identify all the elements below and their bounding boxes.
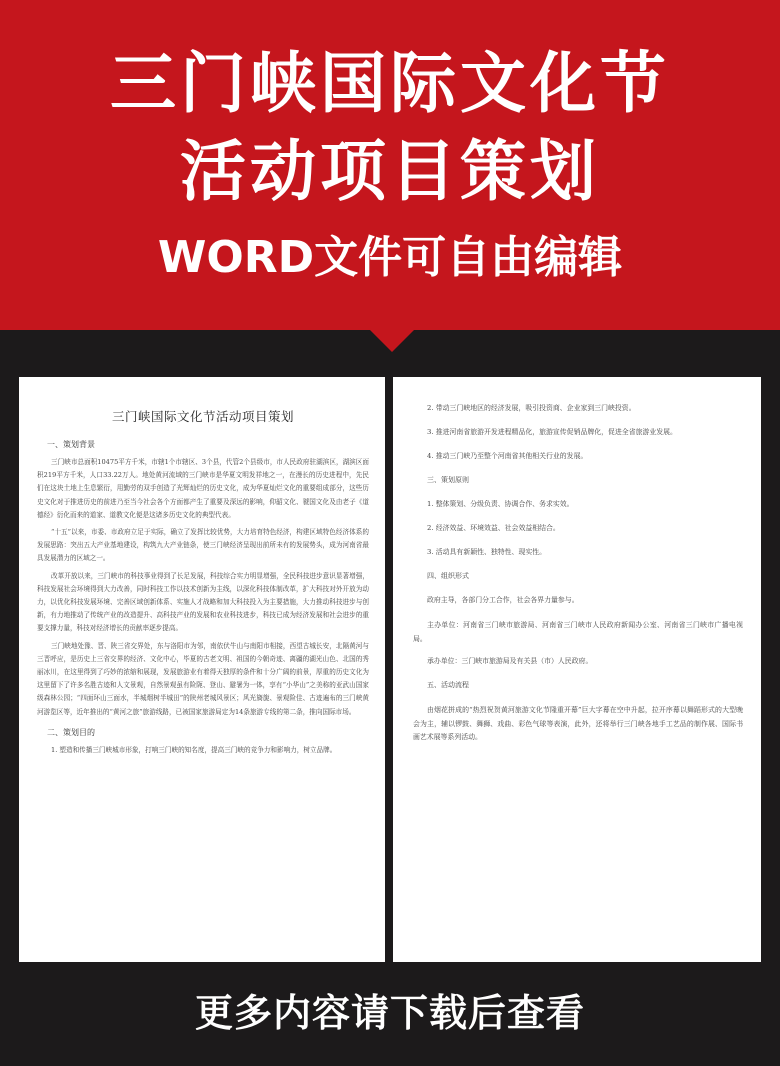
- banner-title-line2: 活动项目策划: [180, 133, 600, 210]
- section-heading-principles: 三、策划原则: [427, 476, 469, 484]
- paragraph: 三门峡地处豫、晋、陕三省交界处，东与洛阳市为邻，南依伏牛山与南阳市相接，西望古城长安，北隔黄河与三晋呼应，是历史上三省交界的经济、文化中心，毕夏的古老文明、祖国的今朝奇迹、离疆的湖光山色、北国的秀丽冰川，在这里得到了巧妙的浓缩和展现，发展旅游业有着得天独厚的条件和十分广阔的前景，厚重的历史文化为这里留下了许多名胜古迹和人文景观，自然景观虽有险阨、登山、避暑为一体，享有“小华山”之美称的亚武山国家级森林公园；“四面环山三面水，半城烟树半城田”的陕州老城风景区；风光旖旎、景观险佳、古迹遍布的三门峡黄河游览区等，近年推出的“黄河之旅”旅游线路，已被国家旅游局定为14条旅游专线的第二条，推向国际市场。: [37, 641, 369, 716]
- banner-subtitle: WORD文件可自由编辑: [157, 232, 623, 283]
- footer-download-note: 更多内容请下载后查看: [194, 991, 585, 1035]
- document-title: 三门峡国际文化节活动项目策划: [111, 409, 294, 424]
- list-item: 2. 经济效益、环境效益、社会效益相结合。: [427, 524, 560, 532]
- list-item: 3. 推进河南省旅游开发进程精品化，旅游宣传促销品牌化，促进全省旅游业发展。: [427, 428, 677, 436]
- list-item: 4. 推动三门峡乃至整个河南省其他相关行业的发展。: [427, 452, 588, 460]
- list-item: 3. 活动具有新颖性、独特性、现实性。: [427, 548, 547, 556]
- header-banner: [0, 0, 780, 330]
- document-page-left: [19, 377, 385, 962]
- paragraph: 改革开放以来，三门峡市的科技事业得到了长足发展，科技综合实力明显增强，全民科技进步意识显著增强，科技发展社会环境得到大力改善，同时科技工作以技术创新为主线，以深化科技体制改革，扩大科技对外开放为动力，以优化科技发展环境、完善区域创新体系、实施人才战略和加大科技投入为主要措施，大力推动科技进步与创新，有力地推动了传统产业的改造提升、高科技产业的发展和农业科技进步，科技已成为经济发展和社会进步的重要支撑力量，科技对经济增长的贡献率逐步提高。: [37, 571, 369, 633]
- banner-notch-arrow: [370, 330, 414, 352]
- section-heading-flow: 五、活动流程: [427, 681, 469, 689]
- paragraph: 主办单位：河南省三门峡市旅游局、河南省三门峡市人民政府新闻办公室、河南省三门峡市广播电视局。: [413, 621, 743, 643]
- list-item: 政府主导，各部门分工合作，社会各界力量参与。: [427, 596, 579, 604]
- paragraph: 1. 塑造和传播三门峡城市形象，打响三门峡的知名度，提高三门峡的竞争力和影响力，树立品牌。: [51, 745, 337, 754]
- banner-title-line1: 三门峡国际文化节: [110, 45, 670, 122]
- section-heading-purpose: 二、策划目的: [47, 727, 95, 737]
- paragraph: 三门峡市总面积10475平方千米，市辖1个市辖区、3个县，代管2个县级市，市人民政府驻湖滨区，湖滨区面积219平方千米，人口33.22万人。地处黄河流域的三门峡市是华夏文明发祥地之一，在漫长的历史进程中，先民们在这块土地上生息繁衍，用勤劳的双手创造了光辉灿烂的历史文化，成为华夏灿烂文化的重要组成部分，这些历史文化对于推进历史的前进乃至当今社会各个方面都产生了重要及深远的影响，仰韶文化、虢国文化及由老子《道德经》衍化而来的道家、道教文化便是这诸多历史文化的典型代表。: [37, 458, 369, 519]
- section-heading-background: 一、策划背景: [47, 440, 95, 449]
- paragraph: 由烟花拼成的“热烈祝贺黄河旅游文化节隆重开幕”巨大字幕在空中升起，拉开序幕以舞蹈形式的大型晚会为主，辅以锣鼓、舞狮、戏曲、彩色气球等表演，此外，还将举行三门峡各地手工艺品的制作展、国际书画艺术展等系列活动。: [413, 706, 743, 741]
- list-item: 1. 整体策划、分级负责、协调合作、务求实效。: [427, 500, 574, 508]
- list-item: 承办单位：三门峡市旅游局及有关县（市）人民政府。: [427, 657, 593, 665]
- paragraph: “十五”以来，市委、市政府立足于实际，确立了发挥比较优势，大力培育特色经济，构建区域特色经济体系的发展思路：突出五大产业基地建设，构筑九大产业链条，使三门峡经济呈现出前所未有的发展势头，成为河南省最具发展潜力的区域之一。: [37, 528, 369, 563]
- list-item: 2. 带动三门峡地区的经济发展，吸引投资商、企业家到三门峡投资。: [427, 404, 636, 412]
- section-heading-organization: 四、组织形式: [427, 572, 469, 580]
- document-page-right: [393, 377, 761, 962]
